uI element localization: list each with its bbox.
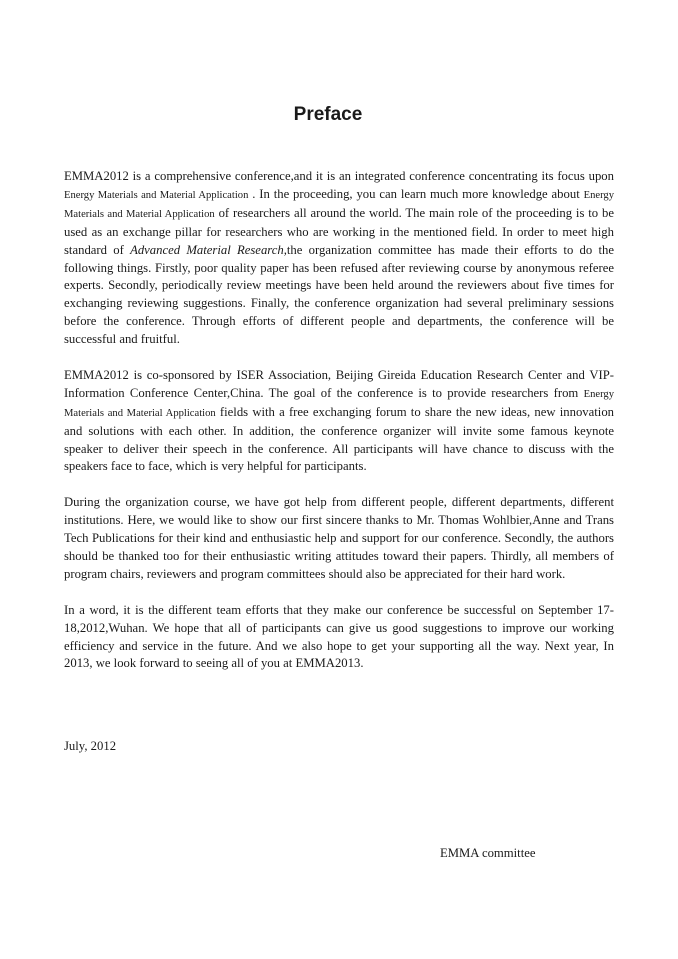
paragraph-3: During the organization course, we have got help from different people, different departments, different institutions. Here, we would like to show our first sincere thanks to Mr. Thomas Wohlbier,Anne and Trans Tech Publications for their kind and enthusiastic help and support for our conference. Secondly, the authors should be thanked too for their enthusiastic writing attitudes toward their papers. Thirdly, all members of program chairs, reviewers and program committees should also be appreciated for their hard work. xyxy=(64,495,614,581)
paragraph-2 xyxy=(64,367,614,476)
paragraph-1-topic-b: Energy Materials and Material Application xyxy=(64,189,614,220)
paragraph-1-text-c: . In the proceeding, you can learn much more knowledge about xyxy=(248,186,584,201)
page-title: Preface xyxy=(293,104,363,125)
paragraph-1-text-e: of researchers all around the world. The main role of the proceeding is to be used as an exchange pillar for researchers who are working in the mentioned field. In order to meet high standard of xyxy=(64,205,614,257)
paragraph-4: In a word, it is the different team efforts that they make our conference be successful on September 17-18,2012,Wuhan. We hope that all of participants can give us good suggestions to improve our working efficiency and service in the future. And we also hope to get your supporting all the way. Next year, In 2013, we look forward to seeing all of you at EMMA2013. xyxy=(64,602,614,671)
signature: EMMA committee xyxy=(440,846,536,860)
preface-body xyxy=(64,168,614,691)
paragraph-1-journal-name: Advanced Material Research, xyxy=(130,242,287,257)
paragraph-2-text-c: fields with a free exchanging forum to share the new ideas, new innovation and solutions with each other. In addition, the conference organizer will invite some famous keynote speaker to deliver their speech in the conference. All participants will have chance to discuss with the speakers face to face, which is very helpful for participants. xyxy=(64,404,615,474)
paragraph-1 xyxy=(64,168,614,349)
date-line: July, 2012 xyxy=(64,739,117,753)
paragraph-2-text-a: EMMA2012 is co-sponsored by ISER Association, Beijing Gireida Education Research Center and VIP-Information Conference Center,China. The goal of the conference is to provide researchers from xyxy=(64,367,614,400)
paragraph-2-topic: Energy Materials and Material Application xyxy=(64,388,614,419)
paragraph-1-topic-a: Energy Materials and Material Application xyxy=(64,189,249,201)
paragraph-1-text-a: EMMA2012 is a comprehensive conference,and it is an integrated conference concentrating its focus upon xyxy=(64,169,614,183)
paragraph-1-text-g: the organization committee has made their efforts to do the following things. Firstly, poor quality paper has been refused after reviewing course by anonymous referee experts. Secondly, periodically review meetings have been held around the reviewers about five times for exchanging reviewing suggestions. Finally, the conference organization had several preliminary sessions before the conference. Through efforts of different people and departments, the conference will be successful and fruitful. xyxy=(64,242,614,347)
